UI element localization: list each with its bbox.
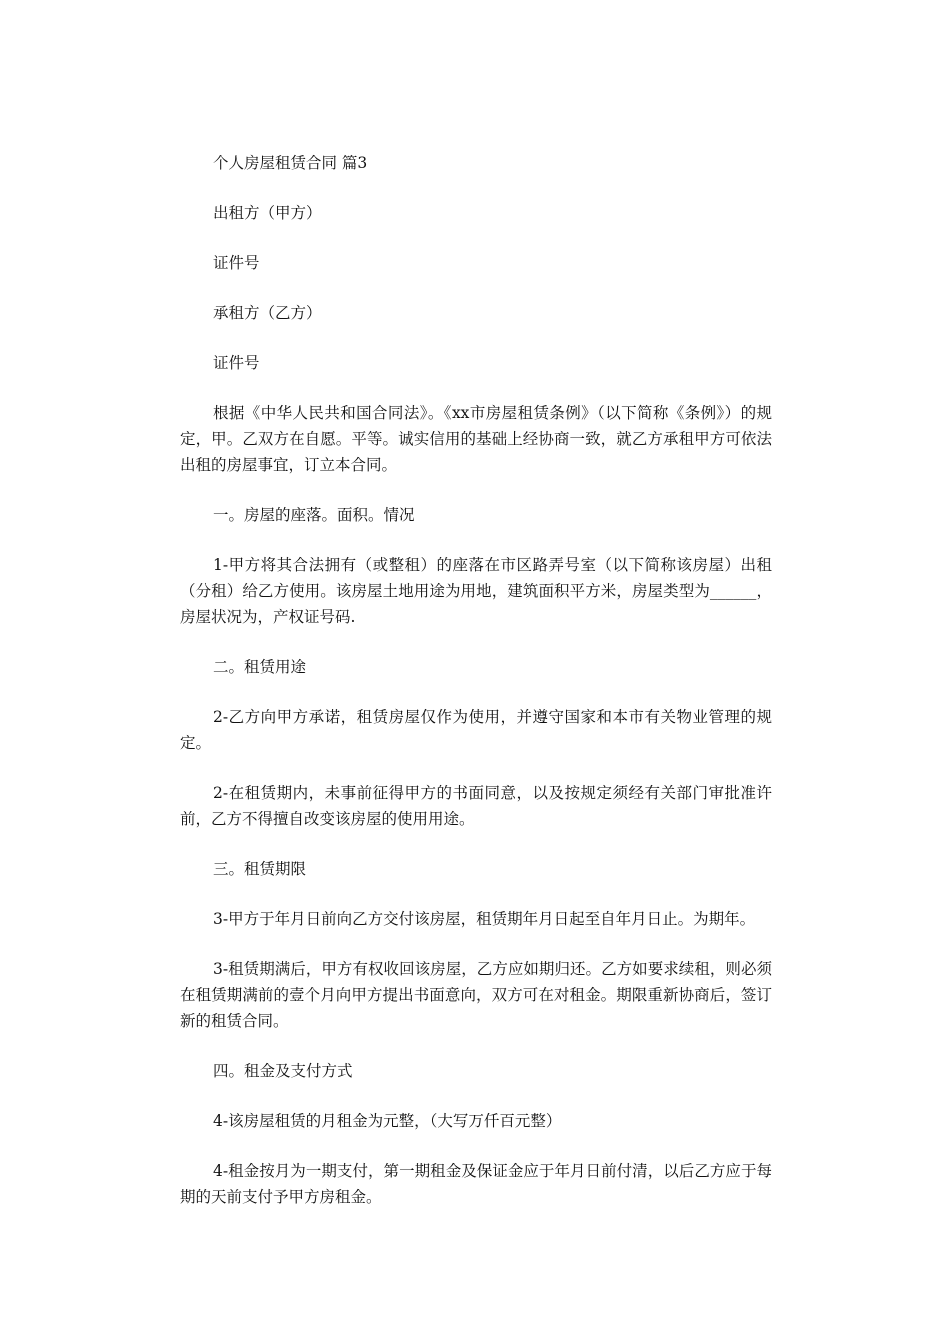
lessor-line: 出租方（甲方） <box>213 204 322 222</box>
section-heading-4: 四。租金及支付方式 <box>213 1062 353 1080</box>
clause-4-2: 4-租金按月为一期支付，第一期租金及保证金应于年月日前付清，以后乙方应于每期的天前支付予甲方房租金。 <box>180 1162 772 1206</box>
section-heading-2: 二。租赁用途 <box>213 658 307 676</box>
preamble-paragraph: 根据《中华人民共和国合同法》。《xx市房屋租赁条例》（以下简称《条例》）的规定，甲。乙双方在自愿。平等。诚实信用的基础上经协商一致，就乙方承租甲方可依法出租的房屋事宜，订立本合同。 <box>180 404 772 474</box>
clause-3-1: 3-甲方于年月日前向乙方交付该房屋，租赁期年月日起至自年月日止。为期年。 <box>213 910 756 928</box>
clause-2-1: 2-乙方向甲方承诺，租赁房屋仅作为使用，并遵守国家和本市有关物业管理的规定。 <box>180 708 772 752</box>
document-title: 个人房屋租赁合同 篇3 <box>213 154 368 172</box>
lessee-id-line: 证件号 <box>213 354 260 372</box>
clause-2-2: 2-在租赁期内，未事前征得甲方的书面同意，以及按规定须经有关部门审批准许前，乙方不得擅自改变该房屋的使用用途。 <box>180 784 772 828</box>
section-heading-1: 一。房屋的座落。面积。情况 <box>213 506 415 524</box>
clause-1-1: 1-甲方将其合法拥有（或整租）的座落在市区路弄号室（以下简称该房屋）出租（分租）给乙方使用。该房屋土地用途为用地，建筑面积平方米，房屋类型为______，房屋状况为，产权证号码. <box>180 556 772 626</box>
lessee-line: 承租方（乙方） <box>213 304 322 322</box>
section-heading-3: 三。租赁期限 <box>213 860 307 878</box>
clause-3-2: 3-租赁期满后，甲方有权收回该房屋，乙方应如期归还。乙方如要求续租，则必须在租赁期满前的壹个月向甲方提出书面意向，双方可在对租金。期限重新协商后，签订新的租赁合同。 <box>180 960 772 1030</box>
lessor-id-line: 证件号 <box>213 254 260 272</box>
document-page <box>180 150 772 1210</box>
clause-4-1: 4-该房屋租赁的月租金为元整，（大写万仟百元整） <box>213 1112 562 1130</box>
